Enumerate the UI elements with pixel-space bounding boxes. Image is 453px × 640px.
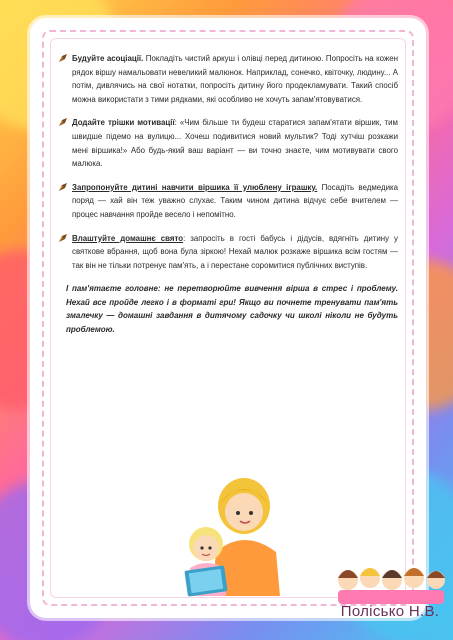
- tip-text: Посадіть ведмедика поряд — хай він теж уважно слухає. Таким чином дитина відчує себе вчителем — процес навчання пройде весело і непомітно.: [72, 182, 398, 219]
- tip-motivation: [58, 116, 398, 170]
- mother-reading-with-child-illustration: [160, 468, 300, 598]
- tip-home-party: [58, 232, 398, 273]
- tip-text: Покладіть чистий аркуш і олівці перед дитиною. Попросіть на кожен рядок віршу намальовати невеликий малюнок. Наприклад, сонечко, квіточку, людину... А потім, дивлячись на свої нотатки, попросіть дитину його продекламувати. Такий спосіб можна використати з тими рядками, які особливо не хочуть запам'ятовуватися.: [72, 54, 399, 104]
- closing-text: І пам'ятаєте головне: не перетворюйте вивчення вірша в стрес і проблему. Нехай все пройде легко і в форматі гри! Якщо ви почнете тренувати пам'ять змалечку — домашні завдання в дитячому садочку чи школі ніколи не будуть проблемою.: [66, 284, 398, 334]
- tip-text: : запросіть в гості бабусь і дідусів, вдягніть дитину у святкове вбрання, щоб вона була зіркою! Нехай малюк розкаже віршика всім гостям — так він не тільки потренує пам'ять, а і перестане соромитися публічних виступів.: [72, 233, 398, 270]
- pen-bullet-icon: [58, 182, 68, 192]
- pen-bullet-icon: [58, 117, 68, 127]
- pen-bullet-icon: [58, 53, 68, 63]
- tip-text: : «Чим більше ти будеш старатися запам'ятати віршик, тим швидше підемо на вулицю... Хочеш подивитися новий мультик? Тоді хутчіш розкажи мені віршика!» Або будь-який ваш варіант — ви точно знаєте, чим мотивувати свого малюка.: [72, 118, 398, 169]
- tip-heading: Запропонуйте дитині навчити віршика її улюблену іграшку.: [72, 182, 318, 192]
- closing-paragraph: [58, 282, 398, 336]
- author-signature: Поліcько Н.В.: [340, 603, 440, 620]
- tip-heading: Влаштуйте домашнє свято: [72, 233, 184, 243]
- tip-toy-teaching: [58, 181, 398, 222]
- tip-associations: [58, 52, 398, 106]
- tip-heading: Додайте трішки мотивації: [72, 118, 175, 128]
- tip-heading: Будуйте асоціації.: [72, 54, 144, 63]
- pen-bullet-icon: [58, 233, 68, 243]
